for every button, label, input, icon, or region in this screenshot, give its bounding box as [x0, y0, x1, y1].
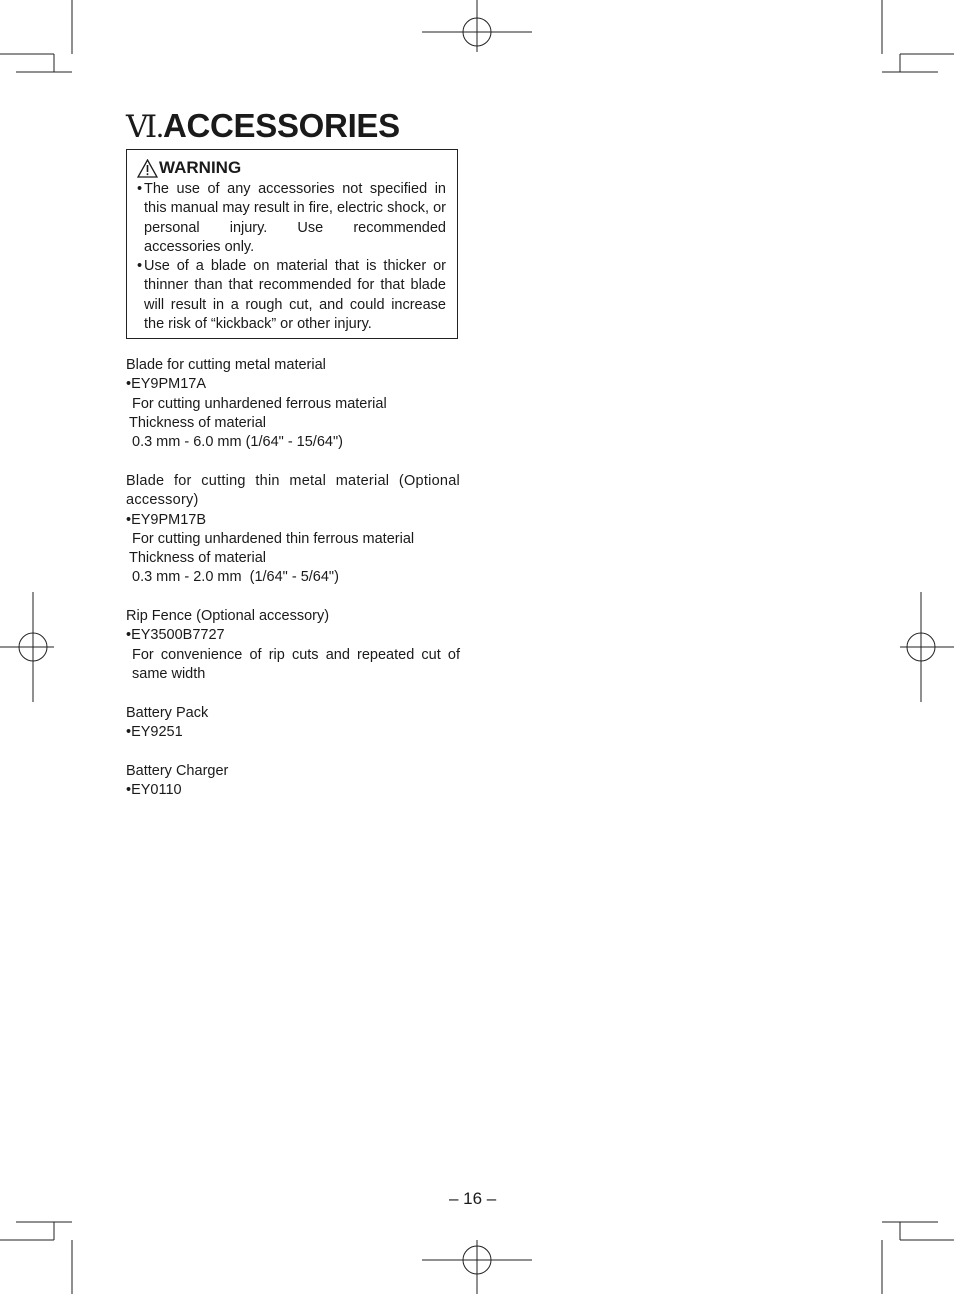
accessory-name: Blade for cutting metal material [126, 357, 326, 373]
warning-triangle-icon [137, 159, 158, 178]
accessory-name: Blade for cutting thin metal material (Optional accessory) [126, 473, 460, 509]
warning-heading-text: WARNING [159, 158, 242, 177]
accessory-metal-blade [126, 356, 460, 452]
thickness-value: 0.3 mm - 6.0 mm (1/64" - 15/64") [132, 434, 343, 451]
warning-item [137, 257, 446, 334]
accessory-name: Battery Pack [126, 705, 209, 721]
page-number: – 16 – [449, 1189, 497, 1208]
section-title [126, 106, 400, 147]
accessory-model: •EY0110 [126, 782, 182, 799]
accessory-battery-pack [126, 704, 460, 743]
accessory-model: •EY9251 [126, 724, 183, 741]
accessory-use: For cutting unhardened thin ferrous material [132, 530, 415, 547]
bullet: • [137, 181, 143, 197]
accessory-rip-fence [126, 607, 460, 684]
section-number: Ⅵ. [126, 109, 163, 144]
accessory-battery-charger [126, 762, 460, 801]
accessory-use: For cutting unhardened ferrous material [132, 395, 387, 412]
accessory-model: •EY9PM17A [126, 376, 207, 393]
accessory-model: •EY9PM17B [126, 511, 207, 528]
section-title-text: ACCESSORIES [162, 107, 400, 144]
accessory-name: Rip Fence (Optional accessory) [126, 608, 330, 624]
accessory-model: •EY3500B7727 [126, 627, 225, 644]
warning-item-text: Use of a blade on material that is thicker or thinner than that recommended for that blade will result in a rough cut, and could increase the risk of “kickback” or other injury. [144, 258, 446, 333]
warning-item [137, 180, 446, 257]
warning-item-text: The use of any accessories not specified in this manual may result in fire, electric shock, or personal injury. Use recommended accessories only. [144, 181, 446, 255]
thickness-label: Thickness of material [129, 550, 266, 567]
warning-list [137, 180, 446, 334]
thickness-label: Thickness of material [129, 414, 266, 431]
warning-heading [137, 157, 446, 179]
accessory-thin-metal-blade [126, 472, 460, 588]
warning-box [126, 149, 458, 339]
accessory-use: For convenience of rip cuts and repeated cut of same width [132, 646, 460, 682]
bullet: • [137, 258, 143, 275]
accessory-name: Battery Charger [126, 763, 229, 779]
thickness-value: 0.3 mm - 2.0 mm (1/64" - 5/64") [132, 569, 339, 586]
